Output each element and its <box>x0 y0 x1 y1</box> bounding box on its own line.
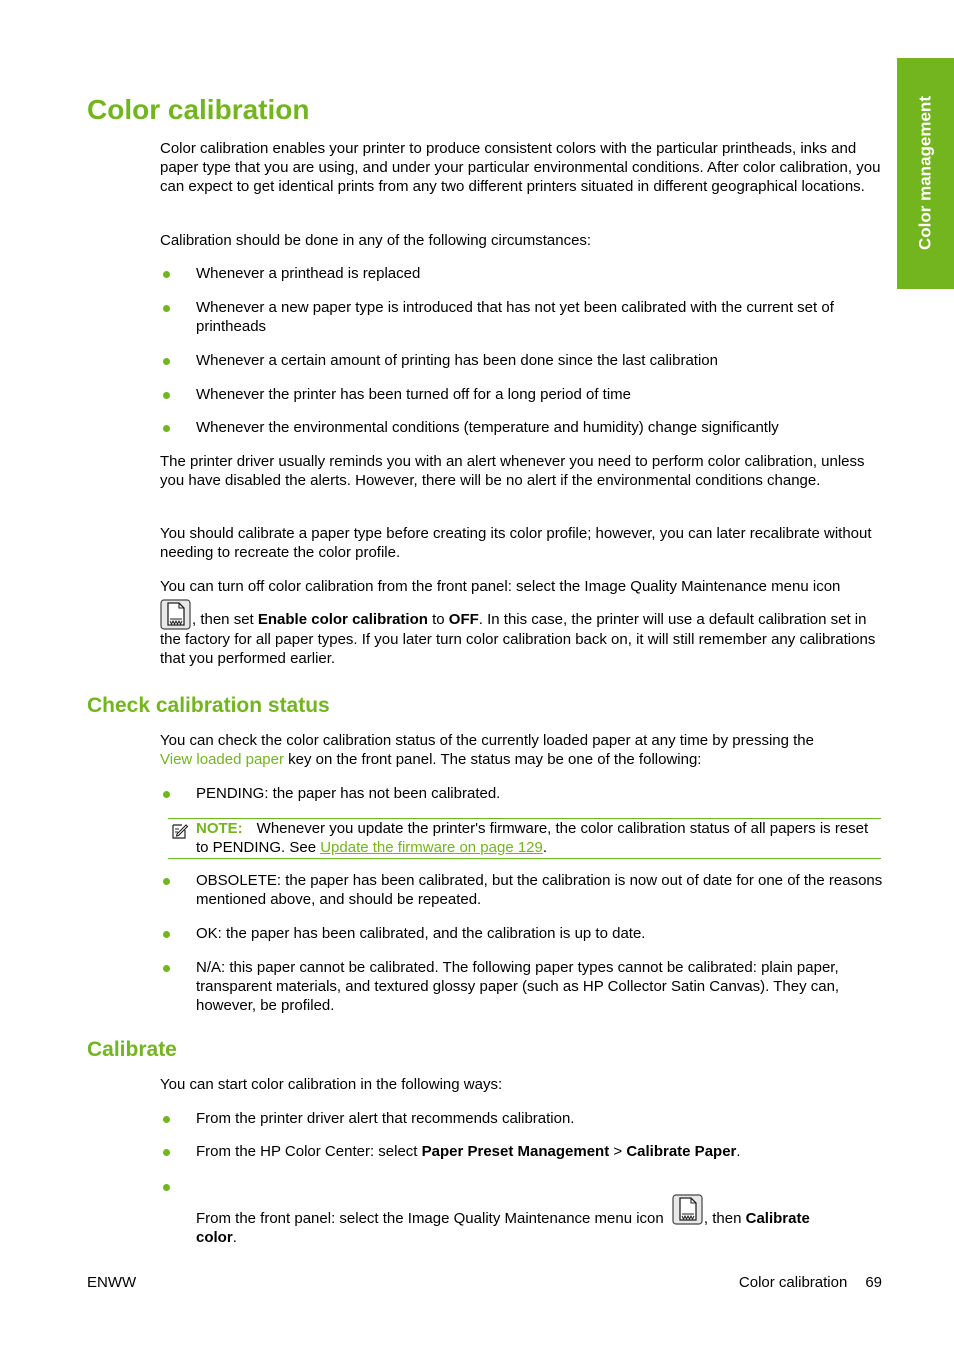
list-item: Whenever the printer has been turned off for a long period of time <box>196 386 631 403</box>
page-number: 69 <box>865 1274 882 1291</box>
image-quality-maintenance-icon <box>160 599 191 630</box>
note-label: NOTE: <box>196 820 243 837</box>
update-firmware-link[interactable]: Update the firmware on page 129 <box>320 839 543 856</box>
enable-color-calibration-label: Enable color calibration <box>257 611 428 628</box>
bullet-dot <box>163 878 170 885</box>
bullet-dot <box>163 392 170 399</box>
image-quality-maintenance-icon <box>672 1194 703 1225</box>
turnoff-line1: You can turn off color calibration from the front panel: select the Image Quality Maintenance menu icon <box>160 578 841 595</box>
calibrate-intro: You can start color calibration in the following ways: <box>160 1076 503 1093</box>
turnoff-paragraph: You can turn off color calibration from the front panel: select the Image Quality Maintenance menu icon , then set Enable color calibration to OFF. In this case, the printer will use a default calibration set in the factory for all paper types. If you later turn color calibration back on, it will still remember any calibrations that you performed earlier. <box>160 577 884 668</box>
status-obsolete: OBSOLETE: the paper has been calibrated, but the calibration is now out of date for one of the reasons mentioned above, and should be repeated. <box>196 872 883 908</box>
side-tab-label: Color management <box>915 96 935 250</box>
alert-paragraph: The printer driver usually reminds you with an alert whenever you need to perform color calibration, unless you have disabled the alerts. However, there will be no alert if the environmental conditions change. <box>160 453 865 489</box>
calibrate-way-front-panel: From the front panel: select the Image Quality Maintenance menu icon , then Calibrate color. <box>196 1176 884 1247</box>
view-loaded-paper-link[interactable]: View loaded paper <box>160 751 284 768</box>
check-status-paragraph: You can check the color calibration status of the currently loaded paper at any time by pressing the View loaded paper key on the front panel. The status may be one of the following: <box>160 732 814 768</box>
side-section-tab <box>897 58 954 289</box>
footer-right <box>739 1273 882 1292</box>
note-text: NOTE: Whenever you update the printer's firmware, the color calibration status of all papers is reset to PENDING. See Update the firmware on page 129. <box>196 820 869 856</box>
page-title: Color calibration <box>87 94 310 125</box>
calibrate-paper-label: Calibrate Paper <box>626 1143 737 1160</box>
bullet-dot <box>163 791 170 798</box>
bullet-dot <box>163 358 170 365</box>
calibrate-heading: Calibrate <box>87 1038 177 1061</box>
bullet-dot <box>163 271 170 278</box>
list-item: Whenever a certain amount of printing has been done since the last calibration <box>196 352 718 369</box>
status-pending: PENDING: the paper has not been calibrated. <box>196 785 501 802</box>
list-item: Whenever a new paper type is introduced that has not yet been calibrated with the current set of printheads <box>196 299 834 335</box>
bullet-dot <box>163 1149 170 1156</box>
intro-paragraph: Color calibration enables your printer to produce consistent colors with the particular printheads, inks and paper type that you are using, and under your particular environmental conditions. After color calibration, you can expect to get identical prints from any two different printers situated in different geographical locations. <box>160 140 881 195</box>
profile-paragraph: You should calibrate a paper type before creating its color profile; however, you can later recalibrate without needing to recreate the color profile. <box>160 525 872 561</box>
paper-preset-management-label: Paper Preset Management <box>421 1143 610 1160</box>
bullet-dot <box>163 1116 170 1123</box>
list-item: Whenever a printhead is replaced <box>196 265 421 282</box>
bullet-dot <box>163 1184 170 1191</box>
calibrate-way-driver: From the printer driver alert that recommends calibration. <box>196 1110 575 1127</box>
bullet-dot <box>163 425 170 432</box>
calibrate-way-color-center: From the HP Color Center: select Paper Preset Management > Calibrate Paper. <box>196 1143 741 1160</box>
circumstances-intro: Calibration should be done in any of the following circumstances: <box>160 232 592 249</box>
footer-section: Color calibration <box>738 1274 848 1291</box>
status-na: N/A: this paper cannot be calibrated. The following paper types cannot be calibrated: plain paper, transparent materials, and textured glossy paper (such as HP Collector Satin Canvas). They can, however, be profiled. <box>196 959 840 1014</box>
bullet-dot <box>163 965 170 972</box>
bullet-dot <box>163 931 170 938</box>
off-label: OFF <box>448 611 479 628</box>
note-box <box>168 818 881 859</box>
note-icon <box>171 822 189 840</box>
list-item: Whenever the environmental conditions (temperature and humidity) change significantly <box>196 419 779 436</box>
status-ok: OK: the paper has been calibrated, and the calibration is up to date. <box>196 925 646 942</box>
calibrate-label: Calibrate <box>745 1210 810 1227</box>
check-status-heading: Check calibration status <box>87 694 330 717</box>
bullet-dot <box>163 305 170 312</box>
footer-left: ENWW <box>87 1274 137 1291</box>
color-label: color <box>196 1229 233 1246</box>
